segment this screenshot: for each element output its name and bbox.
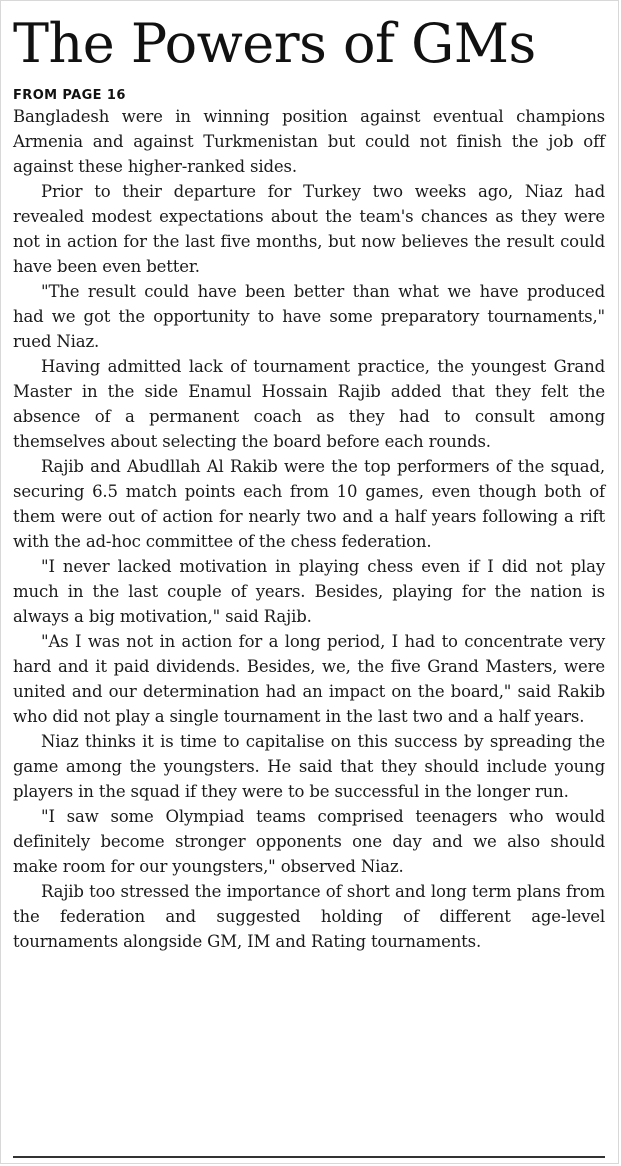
paragraph: Rajib and Abudllah Al Rakib were the top performers of the squad, securing 6.5 match points each from 10 games, even though both of them were out of action for nearly two and a half years following a rift with the ad-hoc committee of the chess federation. xyxy=(13,457,605,551)
paragraph: Niaz thinks it is time to capitalise on this success by spreading the game among the youngsters. He said that they should include young players in the squad if they were to be successful in the longer run. xyxy=(13,732,605,801)
bottom-rule xyxy=(13,1156,605,1158)
paragraph: Prior to their departure for Turkey two weeks ago, Niaz had revealed modest expectations about the team's chances as they were not in action for the last five months, but now believes the result could have been even better. xyxy=(13,182,605,276)
paragraph: Having admitted lack of tournament practice, the youngest Grand Master in the side Enamul Hossain Rajib added that they felt the absence of a permanent coach as they had to consult among themselves about selecting the board before each rounds. xyxy=(13,357,605,451)
jump-line: FROM PAGE 16 xyxy=(13,88,126,103)
article xyxy=(13,6,605,954)
paragraph: Rajib too stressed the importance of short and long term plans from the federation and suggested holding of different age-level tournaments alongside GM, IM and Rating tournaments. xyxy=(13,882,605,951)
article-body xyxy=(13,104,605,954)
headline: The Powers of GMs xyxy=(13,12,536,75)
paragraph: "I saw some Olympiad teams comprised teenagers who would definitely become stronger opponents one day and we also should make room for our youngsters," observed Niaz. xyxy=(13,807,605,876)
paragraph: "I never lacked motivation in playing chess even if I did not play much in the last couple of years. Besides, playing for the nation is always a big motivation," said Rajib. xyxy=(13,557,605,626)
paragraph: "The result could have been better than what we have produced had we got the opportunity to have some preparatory tournaments," rued Niaz. xyxy=(13,282,605,351)
paragraph: Bangladesh were in winning position against eventual champions Armenia and against Turkmenistan but could not finish the job off against these higher-ranked sides. xyxy=(13,107,605,176)
paragraph: "As I was not in action for a long period, I had to concentrate very hard and it paid dividends. Besides, we, the five Grand Masters, were united and our determination had an impact on the board," said Rakib who did not play a single tournament in the last two and a half years. xyxy=(13,632,605,726)
